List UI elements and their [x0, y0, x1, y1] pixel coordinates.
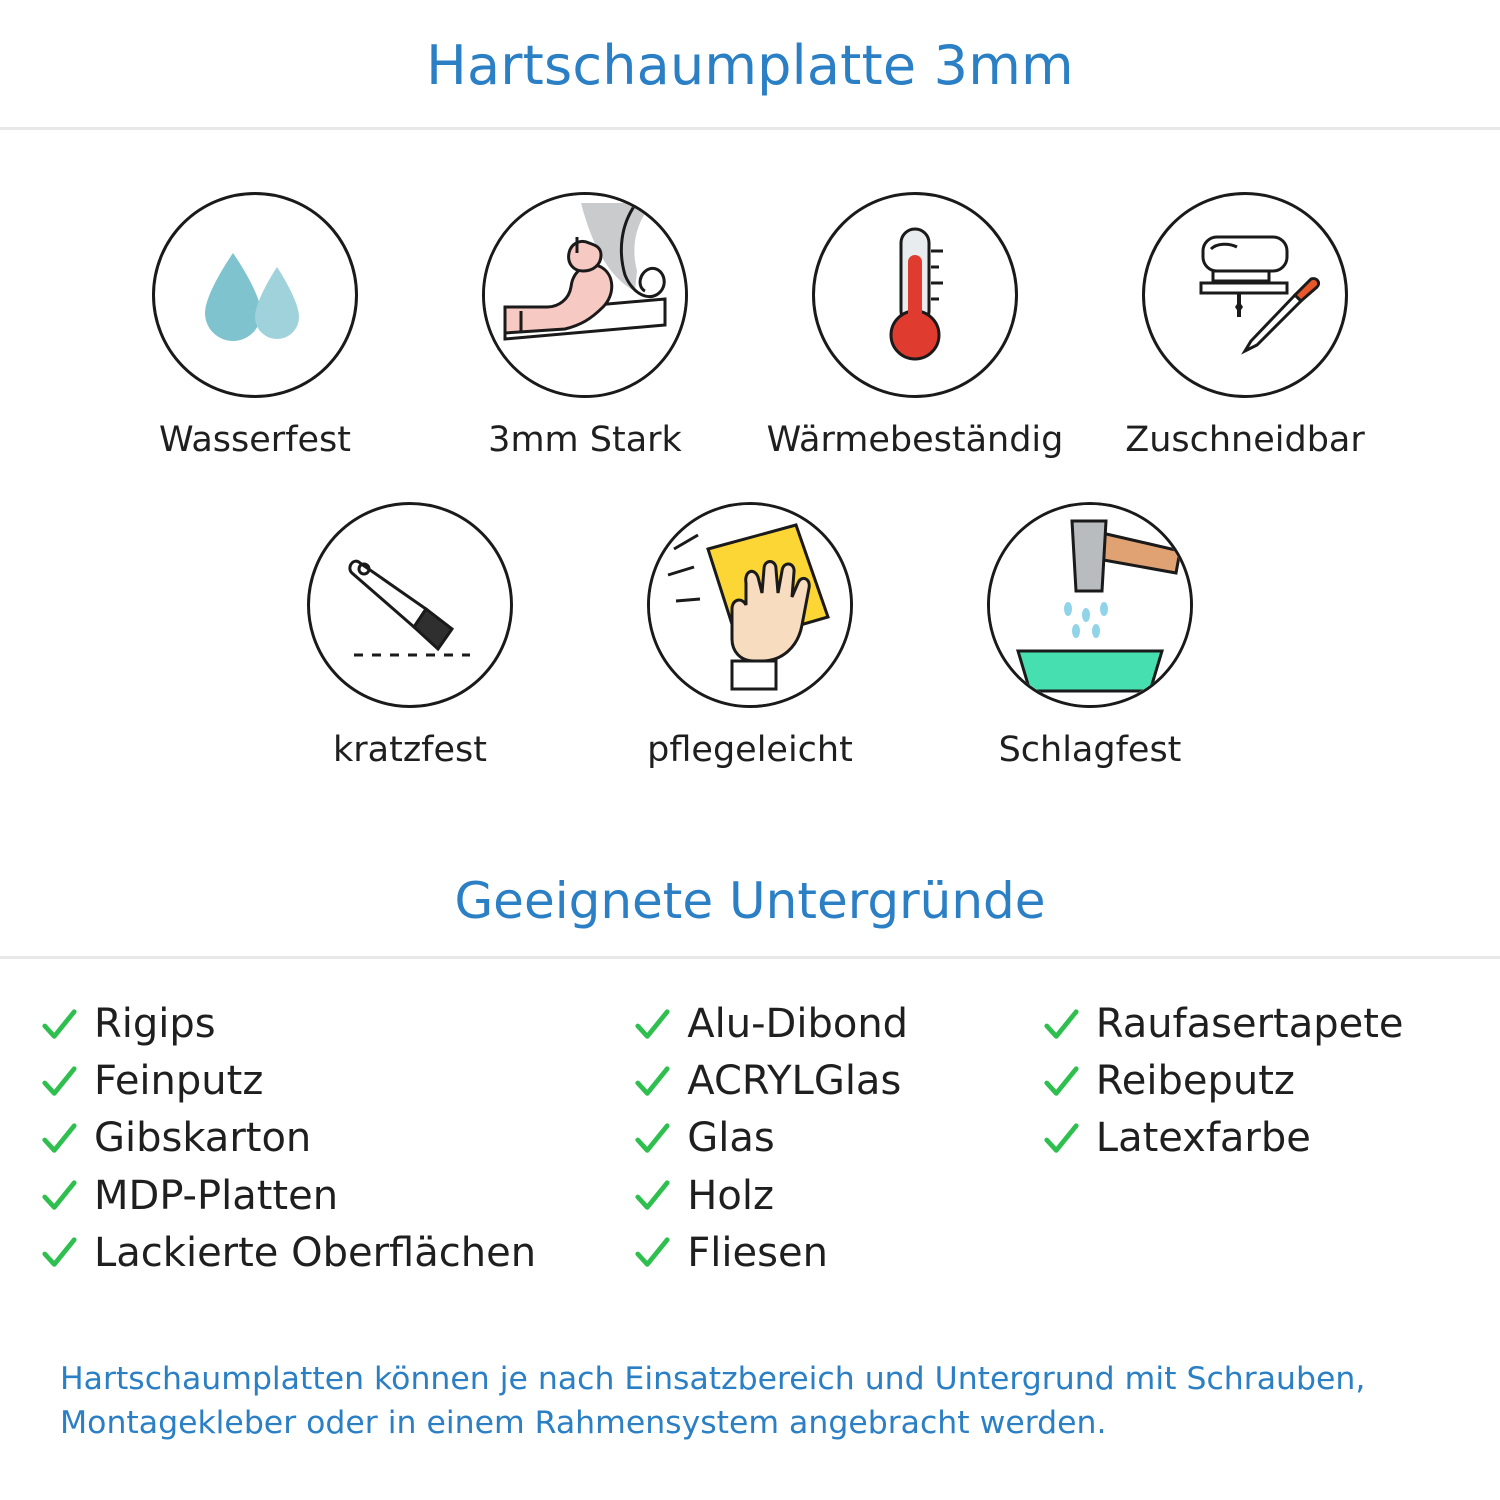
feature-wasserfest [125, 192, 385, 460]
feature-label: Schlagfest [998, 730, 1182, 770]
flexing-arm-icon [482, 192, 688, 398]
feature-label: Zuschneidbar [1125, 420, 1365, 460]
list-item [633, 1113, 1042, 1164]
feature-label: 3mm Stark [488, 420, 682, 460]
feature-row-2 [0, 502, 1500, 770]
check-icon [633, 1006, 671, 1044]
list-item [40, 1171, 633, 1222]
list-item [40, 999, 633, 1050]
knife-scratch-icon [307, 502, 513, 708]
check-icon [633, 1063, 671, 1101]
list-item [40, 1113, 633, 1164]
list-item-label: Holz [687, 1172, 774, 1219]
feature-label: Wärmebeständig [766, 420, 1064, 460]
check-icon [40, 1063, 78, 1101]
list-item [633, 999, 1042, 1050]
list-item-label: Lackierte Oberflächen [94, 1229, 537, 1276]
page-title: Hartschaumplatte 3mm [426, 34, 1074, 97]
list-item [40, 1056, 633, 1107]
list-item-label: ACRYLGlas [687, 1058, 902, 1105]
hand-cleaning-cloth-icon [647, 502, 853, 708]
thermometer-icon [812, 192, 1018, 398]
list-item-label: Feinputz [94, 1058, 264, 1105]
check-icon [1042, 1063, 1080, 1101]
check-icon [633, 1177, 671, 1215]
jigsaw-cutter-icon [1142, 192, 1348, 398]
list-item-label: Rigips [94, 1001, 216, 1047]
list-item-label: Glas [687, 1115, 775, 1162]
water-drops-icon [152, 192, 358, 398]
hammer-impact-icon [987, 502, 1193, 708]
check-icon [633, 1234, 671, 1272]
list-item [633, 1056, 1042, 1107]
substrates-column-2 [633, 999, 1042, 1279]
feature-zuschneidbar [1115, 192, 1375, 460]
substrates-column-1 [40, 999, 633, 1279]
substrates-list [0, 959, 1500, 1279]
list-item-label: MDP-Platten [94, 1172, 339, 1219]
feature-label: kratzfest [332, 730, 487, 770]
list-item [1042, 999, 1460, 1050]
list-item [40, 1228, 633, 1279]
check-icon [1042, 1006, 1080, 1044]
check-icon [40, 1006, 78, 1044]
substrates-column-3 [1042, 999, 1460, 1279]
list-item-label: Gibskarton [94, 1115, 312, 1162]
feature-row-1 [0, 192, 1500, 460]
header-divider [0, 127, 1500, 130]
feature-pflegeleicht [620, 502, 880, 770]
list-item-label: Reibeputz [1095, 1058, 1295, 1105]
feature-label: Wasserfest [158, 420, 352, 460]
list-item [633, 1171, 1042, 1222]
substrates-title: Geeignete Untergründe [454, 872, 1046, 930]
list-item-label: Latexfarbe [1095, 1115, 1311, 1162]
list-item [1042, 1113, 1460, 1164]
feature-schlagfest [960, 502, 1220, 770]
check-icon [40, 1120, 78, 1158]
check-icon [633, 1120, 671, 1158]
list-item-label: Raufasertapete [1095, 1001, 1404, 1047]
feature-kratzfest [280, 502, 540, 770]
footnote-text: Hartschaumplatten können je nach Einsatzbereich und Untergrund mit Schrauben, Montagekleber oder in einem Rahmensystem angebracht werden. [60, 1360, 1366, 1442]
header [0, 0, 1500, 97]
list-item [633, 1228, 1042, 1279]
feature-waermebestaendig [766, 192, 1064, 460]
list-item-label: Fliesen [687, 1229, 828, 1276]
feature-label: pflegeleicht [647, 730, 853, 770]
check-icon [1042, 1120, 1080, 1158]
substrates-header [0, 872, 1500, 930]
check-icon [40, 1234, 78, 1272]
check-icon [40, 1177, 78, 1215]
feature-3mm-stark [455, 192, 715, 460]
list-item-label: Alu-Dibond [687, 1001, 909, 1047]
list-item [1042, 1056, 1460, 1107]
